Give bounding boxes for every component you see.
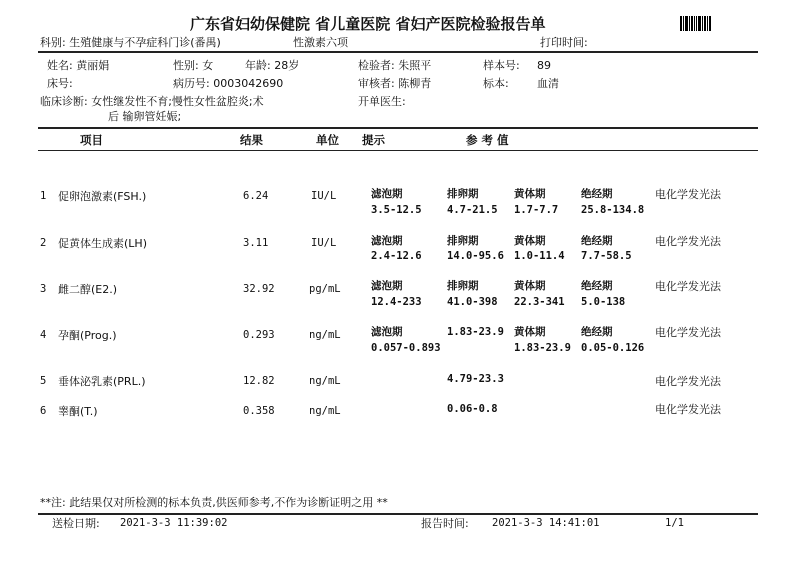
test-result: 0.293	[243, 329, 275, 341]
ref-label: 排卵期	[447, 280, 479, 292]
row-number: 2	[40, 237, 47, 249]
ref-value: 41.0-398	[447, 296, 498, 308]
test-result: 0.358	[243, 405, 275, 417]
ref-label: 绝经期	[581, 235, 613, 247]
test-name: 雌二醇(E2.)	[58, 283, 118, 296]
footer-divider	[38, 513, 758, 515]
ref-value: 3.5-12.5	[371, 204, 422, 216]
test-method: 电化学发光法	[655, 403, 721, 416]
ref-value: 1.7-7.7	[514, 204, 559, 216]
submit-date: 2021-3-3 11:39:02	[120, 517, 228, 529]
specimen-label: 标本:	[483, 77, 509, 90]
test-result: 32.92	[243, 283, 275, 295]
patient-age: 年龄: 28岁	[245, 59, 300, 72]
ref-value: 2.4-12.6	[371, 250, 422, 262]
row-number: 6	[40, 405, 47, 417]
ref-label: 绝经期	[581, 326, 613, 338]
ref-value: 0.05-0.126	[581, 342, 645, 354]
ref-label: 排卵期	[447, 235, 479, 247]
ref-value: 1.83-23.9	[514, 342, 571, 354]
ref-value: 25.8-134.8	[581, 204, 645, 216]
report-title: 广东省妇幼保健院 省儿童医院 省妇产医院检验报告单	[190, 15, 546, 33]
ref-value: 0.06-0.8	[447, 403, 498, 415]
diagnosis-line-1: 临床诊断: 女性继发性不育;慢性女性盆腔炎;术	[40, 95, 264, 108]
bed-no: 床号:	[47, 77, 73, 90]
test-method: 电化学发光法	[655, 375, 721, 388]
test-result: 12.82	[243, 375, 275, 387]
test-unit: pg/mL	[309, 283, 341, 295]
row-number: 5	[40, 375, 47, 387]
test-result: 6.24	[243, 190, 269, 202]
ref-label: 黄体期	[514, 188, 546, 200]
test-unit: ng/mL	[309, 329, 341, 341]
test-method: 电化学发光法	[655, 188, 721, 201]
test-method: 电化学发光法	[655, 235, 721, 248]
ref-value: 12.4-233	[371, 296, 422, 308]
header-divider	[38, 51, 758, 53]
ref-label: 滤泡期	[371, 280, 403, 292]
test-name: 垂体泌乳素(PRL.)	[58, 375, 146, 388]
sample-no: 89	[537, 59, 551, 72]
page-number: 1/1	[665, 517, 684, 529]
test-unit: IU/L	[311, 190, 337, 202]
print-time-label: 打印时间:	[540, 36, 588, 49]
test-method: 电化学发光法	[655, 326, 721, 339]
sample-no-label: 样本号:	[483, 59, 520, 72]
ref-value: 14.0-95.6	[447, 250, 504, 262]
test-result: 3.11	[243, 237, 269, 249]
ref-value: 5.0-138	[581, 296, 626, 308]
test-unit: ng/mL	[309, 405, 341, 417]
row-number: 4	[40, 329, 47, 341]
specimen: 血清	[537, 77, 559, 90]
examiner: 检验者: 朱照平	[358, 59, 432, 72]
row-number: 1	[40, 190, 47, 202]
patient-name: 姓名: 黄丽娟	[47, 59, 110, 72]
col-result: 结果	[240, 133, 263, 147]
ordering-doctor: 开单医生:	[358, 95, 406, 108]
ref-label: 黄体期	[514, 326, 546, 338]
ref-value: 1.0-11.4	[514, 250, 565, 262]
ref-value: 1.83-23.9	[447, 326, 504, 338]
test-name: 促卵泡激素(FSH.)	[58, 190, 147, 203]
ref-label: 绝经期	[581, 280, 613, 292]
patient-sex: 性别: 女	[173, 59, 214, 72]
barcode-icon	[680, 16, 720, 31]
ref-label: 排卵期	[447, 188, 479, 200]
col-item: 项目	[80, 133, 103, 147]
test-name: 睾酮(T.)	[58, 405, 98, 418]
info-divider	[38, 127, 758, 129]
ref-value: 4.7-21.5	[447, 204, 498, 216]
disclaimer-note: **注: 此结果仅对所检测的标本负责,供医师参考,不作为诊断证明之用 **	[40, 496, 388, 509]
panel-name: 性激素六项	[293, 36, 348, 49]
ref-value: 22.3-341	[514, 296, 565, 308]
report-time: 2021-3-3 14:41:01	[492, 517, 600, 529]
table-header-divider	[38, 150, 758, 151]
report-time-label: 报告时间:	[421, 517, 469, 530]
test-unit: ng/mL	[309, 375, 341, 387]
ref-label: 黄体期	[514, 235, 546, 247]
reviewer: 审核者: 陈柳青	[358, 77, 432, 90]
ref-value: 0.057-0.893	[371, 342, 441, 354]
test-name: 孕酮(Prog.)	[58, 329, 117, 342]
submit-date-label: 送检日期:	[52, 517, 100, 530]
col-reference: 参 考 值	[466, 133, 509, 147]
ref-label: 滤泡期	[371, 188, 403, 200]
ref-label: 绝经期	[581, 188, 613, 200]
col-hint: 提示	[362, 133, 385, 147]
test-unit: IU/L	[311, 237, 337, 249]
test-name: 促黄体生成素(LH)	[58, 237, 147, 250]
ref-label: 滤泡期	[371, 326, 403, 338]
row-number: 3	[40, 283, 47, 295]
ref-label: 黄体期	[514, 280, 546, 292]
diagnosis-line-2: 后 输卵管妊娠;	[108, 110, 182, 123]
record-no: 病历号: 0003042690	[173, 77, 284, 90]
col-unit: 单位	[316, 133, 339, 147]
ref-label: 滤泡期	[371, 235, 403, 247]
department: 科别: 生殖健康与不孕症科门诊(番禺)	[40, 36, 221, 49]
test-method: 电化学发光法	[655, 280, 721, 293]
ref-value: 4.79-23.3	[447, 373, 504, 385]
ref-value: 7.7-58.5	[581, 250, 632, 262]
